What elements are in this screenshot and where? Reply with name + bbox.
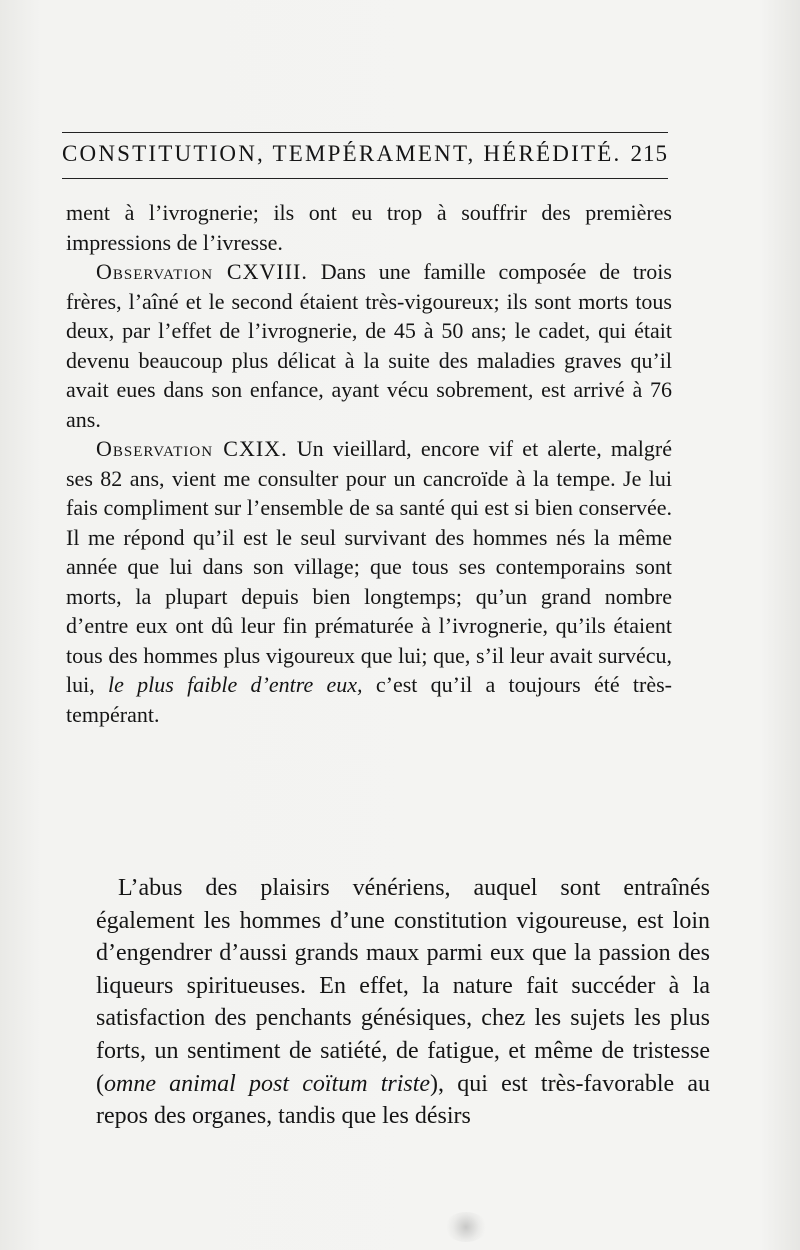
observation-118 [66, 257, 672, 434]
header-rule-bottom [62, 178, 668, 179]
latin-quote: omne animal post coïtum triste [104, 1070, 431, 1097]
running-head-title: CONSTITUTION, TEMPÉRAMENT, HÉRÉDITÉ. [62, 141, 622, 166]
observation-118-label: Observation CXVIII. [96, 259, 308, 284]
observation-119-label: Observation CXIX. [96, 436, 288, 461]
main-paragraph-text-b: ), qui est très-favorable au repos des organes, tandis que les désirs [96, 1070, 710, 1130]
observation-119-text-b: c’est qu’il a toujours été très-tempérant. [66, 672, 672, 727]
ink-smudge [445, 1212, 487, 1242]
small-print-block [66, 198, 672, 729]
main-paragraph-text-a: L’abus des plaisirs vénériens, auquel sont entraînés également les hommes d’une constitution vigoureuse, est loin d’engendrer d’aussi grands maux parmi eux que la passion des liqueurs spiritueuses. En effet, la nature fait succéder à la satisfaction des penchants génésiques, chez les sujets les plus forts, un sentiment de satiété, de fatigue, et même de tristesse ( [96, 875, 710, 1097]
observation-119 [66, 434, 672, 729]
observation-118-text: Dans une famille composée de trois frères, l’aîné et le second étaient très-vigoureux; ils sont morts tous deux, par l’effet de l’ivrognerie, de 45 à 50 ans; le cadet, qui était devenu beaucoup plus délicat à la suite des maladies graves qu’il avait eues dans son enfance, ayant vécu sobrement, est arrivé à 76 ans. [66, 259, 672, 432]
observation-119-italic: le plus faible d’entre eux, [108, 672, 363, 697]
header-rule-top [62, 132, 668, 133]
main-paragraph [96, 872, 710, 1133]
running-head [62, 141, 668, 167]
continued-paragraph: ment à l’ivrognerie; ils ont eu trop à souffrir des premières impressions de l’ivresse. [66, 200, 672, 255]
page-number: 215 [630, 141, 668, 166]
main-text-block [96, 872, 710, 1133]
observation-119-text-a: Un vieillard, encore vif et alerte, malgré ses 82 ans, vient me consulter pour un cancroïde à la tempe. Je lui fais compliment sur l’ensemble de sa santé qui est si bien conservée. Il me répond qu’il est le seul survivant des hommes nés la même année que lui dans son village; que tous ses contemporains sont morts, la plupart depuis bien longtemps; qu’un grand nombre d’entre eux ont dû leur fin prématurée à l’ivrognerie, qu’ils étaient tous des hommes plus vigoureux que lui; que, s’il leur avait survécu, lui, [66, 436, 672, 697]
